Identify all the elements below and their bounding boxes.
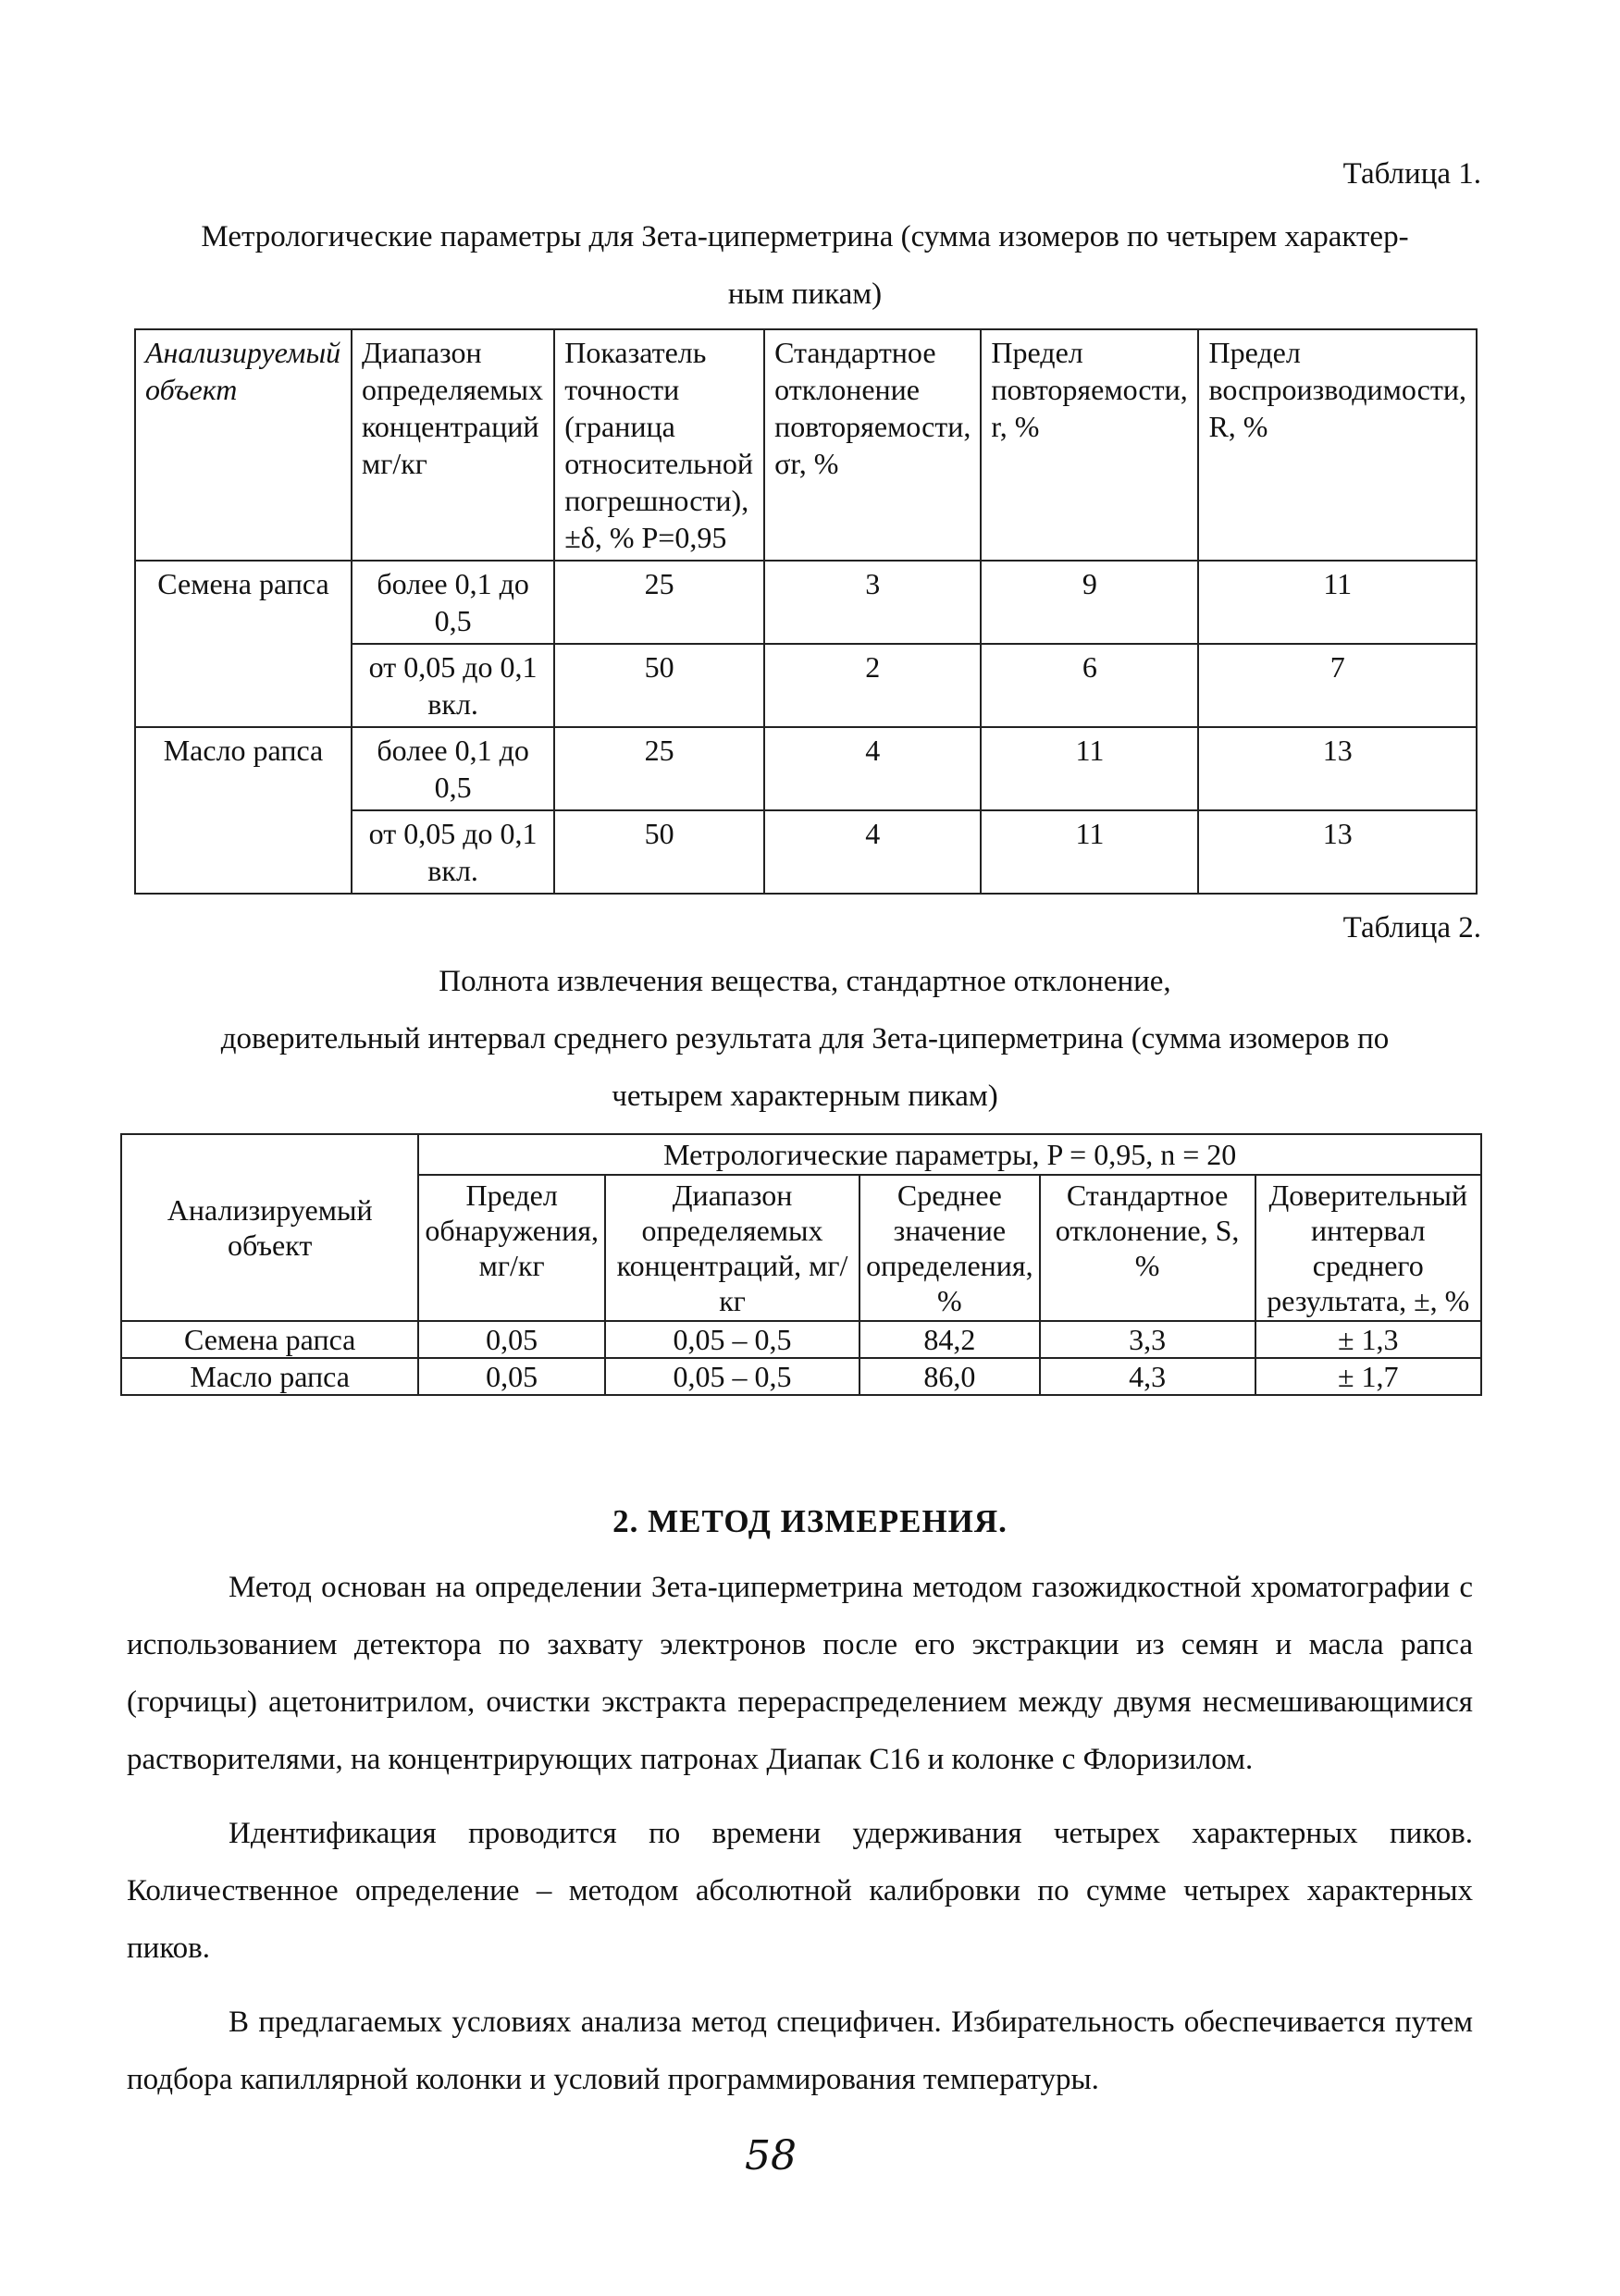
table2-range: 0,05 – 0,5 bbox=[605, 1358, 859, 1395]
table1-accuracy: 50 bbox=[554, 644, 764, 727]
table1 bbox=[134, 328, 1478, 895]
table2-header-range: Диапазон определяемых концентраций, мг/кг bbox=[605, 1175, 859, 1321]
table1-header-sd: Стандартное отклонение повторяемости, σr, % bbox=[764, 329, 981, 561]
table1-reproducibility: 13 bbox=[1198, 810, 1477, 894]
table1-sd: 2 bbox=[764, 644, 981, 727]
table2-interval: ± 1,3 bbox=[1255, 1321, 1481, 1358]
table1-sd: 4 bbox=[764, 810, 981, 894]
table2-group-header: Метрологические параметры, P = 0,95, n = 20 bbox=[418, 1134, 1481, 1175]
table2-title-line1: Полнота извлечения вещества, стандартное отклонение, bbox=[439, 965, 1171, 998]
table2-title bbox=[120, 953, 1490, 1125]
table1-header-object: Анализируемый объект bbox=[135, 329, 352, 561]
table1-reproducibility: 7 bbox=[1198, 644, 1477, 727]
table2-limit: 0,05 bbox=[418, 1358, 605, 1395]
table1-header-range: Диапазон определяемых концентраций мг/кг bbox=[352, 329, 554, 561]
section-heading: 2. МЕТОД ИЗМЕРЕНИЯ. bbox=[612, 1503, 1008, 1539]
table1-range: от 0,05 до 0,1 вкл. bbox=[352, 644, 554, 727]
table-row bbox=[121, 1321, 1481, 1358]
table-row bbox=[135, 727, 1477, 810]
table1-title bbox=[120, 208, 1490, 323]
table2-mean: 84,2 bbox=[859, 1321, 1040, 1358]
table1-repeatability: 6 bbox=[981, 644, 1198, 727]
table2-header-limit: Предел обнаружения, мг/кг bbox=[418, 1175, 605, 1321]
table1-header-repeatability: Предел повторяемости, r, % bbox=[981, 329, 1198, 561]
table1-repeatability: 9 bbox=[981, 561, 1198, 644]
table1-accuracy: 25 bbox=[554, 727, 764, 810]
table1-object: Масло рапса bbox=[135, 727, 352, 894]
table1-sd: 3 bbox=[764, 561, 981, 644]
table2-title-line2: доверительный интервал среднего результата для Зета-циперметрина (сумма изомеров по bbox=[220, 1022, 1390, 1055]
table1-repeatability: 11 bbox=[981, 727, 1198, 810]
table2-interval: ± 1,7 bbox=[1255, 1358, 1481, 1395]
table1-header-accuracy: Показатель точности (граница относительной погрешности), ±δ, % P=0,95 bbox=[554, 329, 764, 561]
table2-object: Семена рапса bbox=[121, 1321, 418, 1358]
table1-repeatability: 11 bbox=[981, 810, 1198, 894]
table2-sd: 4,3 bbox=[1040, 1358, 1255, 1395]
table1-reproducibility: 11 bbox=[1198, 561, 1477, 644]
table2-header-mean: Среднее значение определения, % bbox=[859, 1175, 1040, 1321]
table2-group-header-row bbox=[121, 1134, 1481, 1175]
table-row bbox=[135, 561, 1477, 644]
table-row bbox=[121, 1358, 1481, 1395]
table2-range: 0,05 – 0,5 bbox=[605, 1321, 859, 1358]
table1-label: Таблица 1. bbox=[1342, 157, 1481, 191]
table1-range: более 0,1 до 0,5 bbox=[352, 561, 554, 644]
table2 bbox=[120, 1133, 1482, 1396]
table1-accuracy: 25 bbox=[554, 561, 764, 644]
table1-reproducibility: 13 bbox=[1198, 727, 1477, 810]
table1-title-line1: Метрологические параметры для Зета-циперметрина (сумма изомеров по четырем характер- bbox=[201, 220, 1409, 253]
table2-title-line3: четырем характерным пикам) bbox=[612, 1080, 998, 1113]
table2-header-object: Анализируемый объект bbox=[121, 1134, 418, 1321]
table1-range: от 0,05 до 0,1 вкл. bbox=[352, 810, 554, 894]
table2-header-sd: Стандартное отклонение, S, % bbox=[1040, 1175, 1255, 1321]
table1-header-row bbox=[135, 329, 1477, 561]
table1-range: более 0,1 до 0,5 bbox=[352, 727, 554, 810]
table2-sd: 3,3 bbox=[1040, 1321, 1255, 1358]
paragraph: Идентификация проводится по времени удерживания четырех характерных пиков. Количественное определение – методом абсолютной калибровки по сумме четырех характерных пиков. bbox=[127, 1817, 1473, 1965]
table2-mean: 86,0 bbox=[859, 1358, 1040, 1395]
page-number: 58 bbox=[745, 2132, 797, 2179]
table1-sd: 4 bbox=[764, 727, 981, 810]
paragraph: В предлагаемых условиях анализа метод специфичен. Избирательность обеспечивается путем подбора капиллярной колонки и условий программирования температуры. bbox=[127, 2006, 1473, 2096]
table2-header-interval: Доверительный интервал среднего результата, ±, % bbox=[1255, 1175, 1481, 1321]
table1-accuracy: 50 bbox=[554, 810, 764, 894]
table2-limit: 0,05 bbox=[418, 1321, 605, 1358]
table1-title-line2: ным пикам) bbox=[727, 278, 883, 311]
section-body bbox=[127, 1559, 1473, 2108]
paragraph: Метод основан на определении Зета-циперметрина методом газожидкостной хроматографии с использованием детектора по захвату электронов после его экстракции из семян и масла рапса (горчицы) ацетонитрилом, очистки экстракта перераспределением между двумя несмешивающимися растворителями, на концентрирующих патронах Диапак С16 и колонке с Флоризилом. bbox=[127, 1571, 1473, 1776]
table1-object: Семена рапса bbox=[135, 561, 352, 727]
table2-label: Таблица 2. bbox=[1342, 911, 1481, 944]
table2-object: Масло рапса bbox=[121, 1358, 418, 1395]
table1-header-reproducibility: Предел воспроизводимости, R, % bbox=[1198, 329, 1477, 561]
